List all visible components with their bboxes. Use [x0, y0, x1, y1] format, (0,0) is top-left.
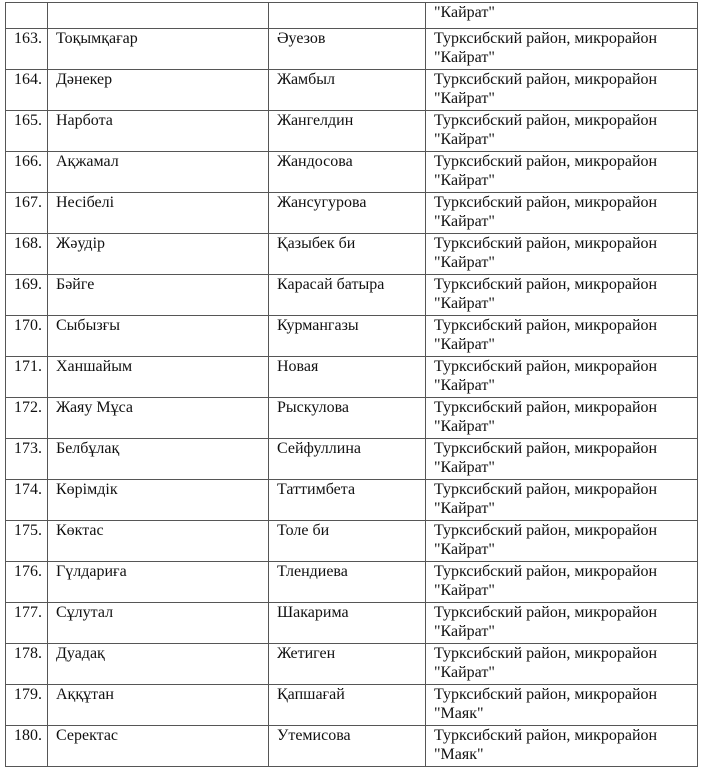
- cell-street: Жансугурова: [269, 193, 426, 234]
- carryover-row: [6, 3, 698, 29]
- cell-name: Бәйге: [48, 275, 269, 316]
- table-row: [6, 685, 698, 726]
- table-row: [6, 234, 698, 275]
- cell-district: Турксибский район, микрорайон "Кайрат": [426, 111, 698, 152]
- cell-number: 167.: [6, 193, 48, 234]
- cell-name: [48, 3, 269, 29]
- table-row: [6, 111, 698, 152]
- table-row: [6, 29, 698, 70]
- cell-name: Белбұлақ: [48, 439, 269, 480]
- cell-street: Карасай батыра: [269, 275, 426, 316]
- cell-district: Турксибский район, микрорайон "Кайрат": [426, 193, 698, 234]
- cell-number: 164.: [6, 70, 48, 111]
- cell-district: Турксибский район, микрорайон "Кайрат": [426, 152, 698, 193]
- cell-street: Жандосова: [269, 152, 426, 193]
- cell-name: Дәнекер: [48, 70, 269, 111]
- cell-district: Турксибский район, микрорайон "Кайрат": [426, 439, 698, 480]
- cell-street: Сейфуллина: [269, 439, 426, 480]
- cell-district: Турксибский район, микрорайон "Кайрат": [426, 398, 698, 439]
- cell-district: Турксибский район, микрорайон "Кайрат": [426, 603, 698, 644]
- cell-number: 171.: [6, 357, 48, 398]
- cell-number: 173.: [6, 439, 48, 480]
- cell-number: 179.: [6, 685, 48, 726]
- table-row: [6, 275, 698, 316]
- cell-street: Жангелдин: [269, 111, 426, 152]
- cell-name: Аққұтан: [48, 685, 269, 726]
- cell-number: 165.: [6, 111, 48, 152]
- cell-street: Курмангазы: [269, 316, 426, 357]
- table-row: [6, 603, 698, 644]
- cell-name: Тоқымқағар: [48, 29, 269, 70]
- cell-name: Жәудір: [48, 234, 269, 275]
- table-row: [6, 152, 698, 193]
- cell-district: Турксибский район, микрорайон "Кайрат": [426, 70, 698, 111]
- cell-number: 176.: [6, 562, 48, 603]
- cell-street: Новая: [269, 357, 426, 398]
- cell-name: Несібелі: [48, 193, 269, 234]
- table-row: [6, 70, 698, 111]
- table-row: [6, 480, 698, 521]
- cell-name: Көрімдік: [48, 480, 269, 521]
- cell-district: Турксибский район, микрорайон "Кайрат": [426, 316, 698, 357]
- cell-street: Толе би: [269, 521, 426, 562]
- cell-name: Жаяу Мұса: [48, 398, 269, 439]
- cell-number: 163.: [6, 29, 48, 70]
- cell-street: Утемисова: [269, 726, 426, 767]
- cell-street: Қазыбек би: [269, 234, 426, 275]
- table-row: [6, 726, 698, 767]
- cell-district: Турксибский район, микрорайон "Кайрат": [426, 644, 698, 685]
- table-row: [6, 644, 698, 685]
- table-row: [6, 357, 698, 398]
- cell-district: Турксибский район, микрорайон "Маяк": [426, 685, 698, 726]
- cell-name: Көктас: [48, 521, 269, 562]
- cell-number: 178.: [6, 644, 48, 685]
- cell-district: Турксибский район, микрорайон "Кайрат": [426, 521, 698, 562]
- cell-number: 170.: [6, 316, 48, 357]
- cell-street: Таттимбета: [269, 480, 426, 521]
- cell-district: Турксибский район, микрорайон "Кайрат": [426, 562, 698, 603]
- cell-street: Шакарима: [269, 603, 426, 644]
- cell-district: Турксибский район, микрорайон "Кайрат": [426, 29, 698, 70]
- cell-street: [269, 3, 426, 29]
- cell-name: Гүлдариға: [48, 562, 269, 603]
- cell-number: 168.: [6, 234, 48, 275]
- cell-number: 169.: [6, 275, 48, 316]
- table-body: [6, 3, 698, 767]
- cell-street: Рыскулова: [269, 398, 426, 439]
- cell-name: Сыбызғы: [48, 316, 269, 357]
- table-row: [6, 316, 698, 357]
- cell-number: 166.: [6, 152, 48, 193]
- cell-name: Сұлутал: [48, 603, 269, 644]
- cell-district: Турксибский район, микрорайон "Маяк": [426, 726, 698, 767]
- cell-street: Жамбыл: [269, 70, 426, 111]
- cell-street: Жетиген: [269, 644, 426, 685]
- cell-name: Ханшайым: [48, 357, 269, 398]
- cell-district: "Кайрат": [426, 3, 698, 29]
- table-row: [6, 398, 698, 439]
- cell-number: 174.: [6, 480, 48, 521]
- table-row: [6, 439, 698, 480]
- cell-street: Әуезов: [269, 29, 426, 70]
- cell-number: 175.: [6, 521, 48, 562]
- cell-number: 180.: [6, 726, 48, 767]
- cell-district: Турксибский район, микрорайон "Кайрат": [426, 357, 698, 398]
- cell-district: Турксибский район, микрорайон "Кайрат": [426, 480, 698, 521]
- cell-street: Тлендиева: [269, 562, 426, 603]
- cell-district: Турксибский район, микрорайон "Кайрат": [426, 234, 698, 275]
- cell-district: Турксибский район, микрорайон "Кайрат": [426, 275, 698, 316]
- cell-name: Дуадақ: [48, 644, 269, 685]
- street-rename-table: [5, 2, 698, 767]
- table-row: [6, 562, 698, 603]
- table-row: [6, 193, 698, 234]
- cell-name: Серектас: [48, 726, 269, 767]
- cell-number: [6, 3, 48, 29]
- cell-number: 177.: [6, 603, 48, 644]
- cell-number: 172.: [6, 398, 48, 439]
- cell-name: Нарбота: [48, 111, 269, 152]
- table-row: [6, 521, 698, 562]
- cell-street: Қапшағай: [269, 685, 426, 726]
- cell-name: Ақжамал: [48, 152, 269, 193]
